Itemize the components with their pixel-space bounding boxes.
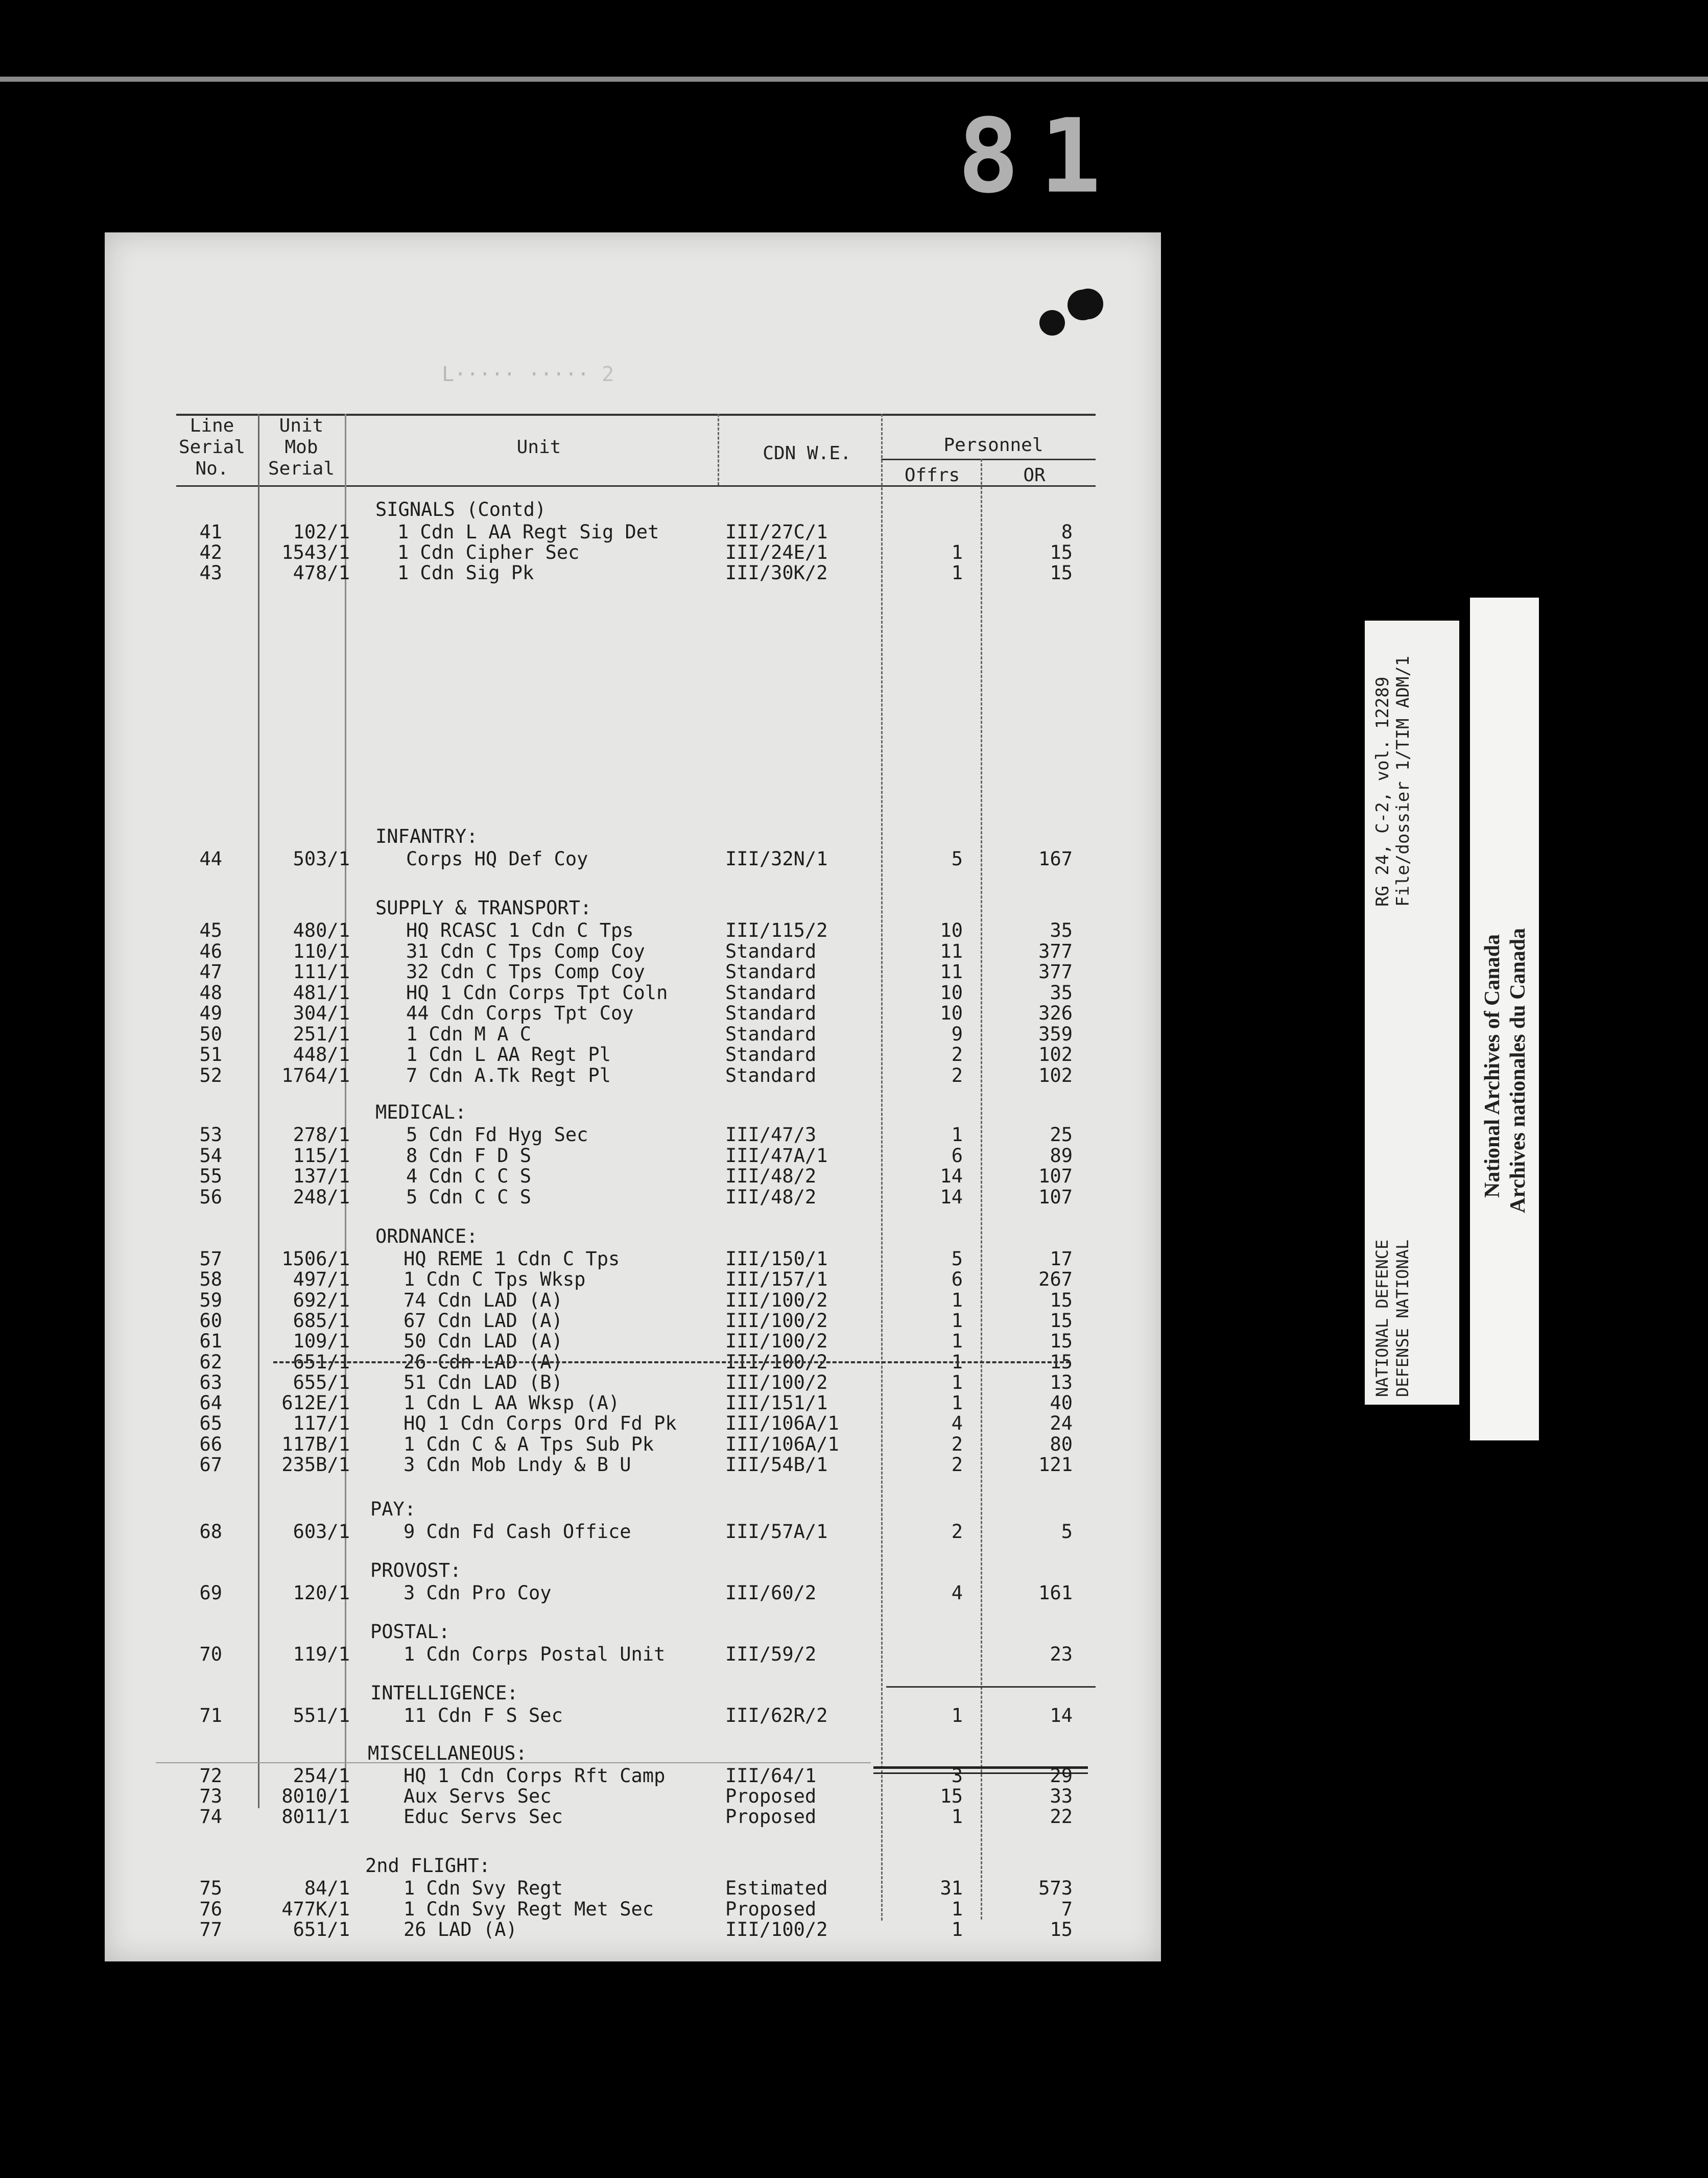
line-serial-cell: 52: [199, 1064, 222, 1086]
unit-cell: 32 Cdn C Tps Comp Coy: [406, 961, 645, 983]
unit-cell: 8 Cdn F D S: [406, 1144, 532, 1167]
line-serial-cell: 67: [199, 1454, 222, 1476]
we-cell: III/100/2: [725, 1330, 828, 1353]
mob-serial-cell: 278/1: [293, 1124, 350, 1146]
section-heading: SIGNALS (Contd): [375, 499, 547, 520]
offrs-cell: 1: [951, 1898, 963, 1920]
or-cell: 15: [1050, 1330, 1073, 1353]
or-cell: 22: [1050, 1806, 1073, 1828]
table-row: [105, 1454, 1161, 1474]
offrs-cell: 1: [951, 1806, 963, 1828]
table-row: [105, 562, 1161, 582]
punch-hole: [1068, 290, 1098, 320]
mob-serial-cell: 1543/1: [281, 541, 350, 563]
or-cell: 267: [1038, 1268, 1073, 1291]
mob-serial-cell: 117B/1: [281, 1433, 350, 1455]
total-rule: [886, 1686, 1096, 1688]
line-serial-cell: 47: [199, 961, 222, 983]
or-cell: 102: [1038, 1044, 1073, 1066]
offrs-cell: 11: [940, 940, 963, 962]
we-cell: Estimated: [725, 1877, 828, 1899]
offrs-cell: 1: [951, 1351, 963, 1373]
table-row: [105, 940, 1161, 961]
line-serial-cell: 77: [199, 1919, 222, 1940]
line-serial-cell: 71: [199, 1704, 222, 1726]
offrs-cell: 15: [940, 1785, 963, 1807]
we-cell: III/64/1: [725, 1765, 817, 1787]
archives-name-fr: Archives nationales du Canada: [1506, 928, 1530, 1213]
table-row: [105, 1704, 1161, 1725]
table-row: [105, 1289, 1161, 1310]
table-row: [105, 1433, 1161, 1454]
unit-cell: 1 Cdn C & A Tps Sub Pk: [404, 1433, 654, 1455]
or-cell: 15: [1050, 562, 1073, 584]
table-row: [105, 1330, 1161, 1351]
mob-serial-cell: 1764/1: [281, 1064, 350, 1086]
we-cell: III/57A/1: [725, 1521, 828, 1543]
line-serial-cell: 41: [199, 521, 222, 543]
or-cell: 13: [1050, 1371, 1073, 1393]
mob-serial-cell: 651/1: [293, 1351, 350, 1373]
table-row: [105, 1806, 1161, 1826]
offrs-cell: 1: [951, 1309, 963, 1332]
offrs-cell: 2: [951, 1521, 963, 1543]
table-row: [105, 919, 1161, 940]
we-cell: III/27C/1: [725, 521, 828, 543]
offrs-cell: 14: [940, 1165, 963, 1187]
mob-serial-cell: 235B/1: [281, 1454, 350, 1476]
offrs-cell: 4: [951, 1412, 963, 1435]
unit-cell: 1 Cdn Svy Regt Met Sec: [404, 1898, 654, 1920]
line-serial-cell: 74: [199, 1806, 222, 1828]
we-cell: Standard: [725, 981, 817, 1004]
section-heading: PROVOST:: [370, 1559, 462, 1581]
table-row: [105, 521, 1161, 541]
label-ref-line: File/dossier 1/TIM ADM/1: [1393, 655, 1413, 907]
or-cell: 573: [1038, 1877, 1073, 1899]
offrs-cell: 5: [951, 1248, 963, 1270]
line-serial-cell: 44: [199, 848, 222, 870]
we-cell: III/115/2: [725, 919, 828, 941]
offrs-cell: 1: [951, 1330, 963, 1353]
line-serial-cell: 73: [199, 1785, 222, 1807]
mob-serial-cell: 477K/1: [281, 1898, 350, 1920]
mob-serial-cell: 8011/1: [281, 1806, 350, 1828]
table-row: [105, 1582, 1161, 1602]
line-serial-cell: 50: [199, 1023, 222, 1045]
line-serial-cell: 57: [199, 1248, 222, 1270]
mob-serial-cell: 84/1: [304, 1877, 350, 1899]
we-cell: III/100/2: [725, 1919, 828, 1940]
unit-cell: 7 Cdn A.Tk Regt Pl: [406, 1064, 611, 1086]
line-serial-cell: 51: [199, 1044, 222, 1066]
mob-serial-cell: 117/1: [293, 1412, 350, 1435]
mob-serial-cell: 251/1: [293, 1023, 350, 1045]
table-row: [105, 1044, 1161, 1064]
section-heading: 2nd FLIGHT:: [365, 1855, 491, 1877]
header-offrs: Offrs: [904, 465, 960, 486]
unit-cell: 1 Cdn L AA Wksp (A): [404, 1392, 620, 1414]
mob-serial-cell: 692/1: [293, 1289, 350, 1311]
unit-cell: 1 Cdn L AA Regt Sig Det: [397, 521, 659, 543]
offrs-cell: 14: [940, 1186, 963, 1208]
we-cell: Standard: [725, 961, 817, 983]
line-serial-cell: 63: [199, 1371, 222, 1393]
table-row: [105, 1877, 1161, 1898]
or-cell: 89: [1050, 1144, 1073, 1167]
faint-page-header: L····· ····· 2: [442, 363, 614, 386]
unit-cell: HQ 1 Cdn Corps Rft Camp: [404, 1765, 666, 1787]
mob-serial-cell: 478/1: [293, 562, 350, 584]
or-cell: 326: [1038, 1002, 1073, 1024]
table-row: [105, 982, 1161, 1002]
offrs-cell: 10: [940, 1002, 963, 1024]
we-cell: III/54B/1: [725, 1454, 828, 1476]
mob-serial-cell: 497/1: [293, 1268, 350, 1291]
we-cell: III/106A/1: [725, 1433, 839, 1455]
offrs-cell: 9: [951, 1023, 963, 1045]
mob-serial-cell: 503/1: [293, 848, 350, 870]
we-cell: III/157/1: [725, 1268, 828, 1291]
unit-cell: HQ REME 1 Cdn C Tps: [404, 1248, 620, 1270]
or-cell: 8: [1061, 521, 1073, 543]
line-serial-cell: 45: [199, 919, 222, 941]
line-serial-cell: 56: [199, 1186, 222, 1208]
unit-cell: Corps HQ Def Coy: [406, 848, 588, 870]
unit-cell: Educ Servs Sec: [404, 1806, 563, 1828]
header-personnel: Personnel: [943, 435, 1043, 456]
document-sheet: [105, 232, 1161, 1961]
line-serial-cell: 70: [199, 1643, 222, 1665]
offrs-cell: 1: [951, 1124, 963, 1146]
unit-cell: 1 Cdn L AA Regt Pl: [406, 1044, 611, 1066]
we-cell: Standard: [725, 1044, 817, 1066]
offrs-cell: 6: [951, 1144, 963, 1167]
line-serial-cell: 75: [199, 1877, 222, 1899]
unit-cell: 1 Cdn C Tps Wksp: [404, 1268, 586, 1291]
personnel-rule: [881, 459, 1096, 460]
film-edge-line: [0, 77, 1708, 82]
offrs-cell: 11: [940, 961, 963, 983]
we-cell: III/30K/2: [725, 562, 828, 584]
offrs-cell: 1: [951, 1704, 963, 1726]
unit-cell: 1 Cdn Svy Regt: [404, 1877, 563, 1899]
table-row: [105, 1898, 1161, 1919]
table-row: [105, 961, 1161, 981]
table-row: [105, 1371, 1161, 1392]
we-cell: Standard: [725, 940, 817, 962]
mob-serial-cell: 254/1: [293, 1765, 350, 1787]
or-cell: 377: [1038, 940, 1073, 962]
mob-serial-cell: 651/1: [293, 1919, 350, 1940]
line-serial-cell: 61: [199, 1330, 222, 1353]
unit-cell: 3 Cdn Mob Lndy & B U: [404, 1454, 631, 1476]
table-row: [105, 1002, 1161, 1023]
or-cell: 15: [1050, 541, 1073, 563]
unit-cell: HQ 1 Cdn Corps Ord Fd Pk: [404, 1412, 677, 1435]
unit-cell: 1 Cdn M A C: [406, 1023, 532, 1045]
mob-serial-cell: 612E/1: [281, 1392, 350, 1414]
we-cell: III/62R/2: [725, 1704, 828, 1726]
unit-cell: 26 LAD (A): [404, 1919, 517, 1940]
or-cell: 7: [1061, 1898, 1073, 1920]
mob-serial-cell: 480/1: [293, 919, 350, 941]
frame-number: 81: [958, 97, 1122, 216]
unit-cell: 1 Cdn Cipher Sec: [397, 541, 580, 563]
offrs-cell: 3: [951, 1765, 963, 1787]
unit-cell: 74 Cdn LAD (A): [404, 1289, 563, 1311]
mob-serial-cell: 120/1: [293, 1582, 350, 1604]
mob-serial-cell: 1506/1: [281, 1248, 350, 1270]
or-cell: 25: [1050, 1124, 1073, 1146]
mob-serial-cell: 8010/1: [281, 1785, 350, 1807]
or-cell: 40: [1050, 1392, 1073, 1414]
header-line-serial: Line Serial No.: [178, 415, 246, 479]
table-row: [105, 1521, 1161, 1541]
offrs-cell: 4: [951, 1582, 963, 1604]
or-cell: 5: [1061, 1521, 1073, 1543]
line-serial-cell: 68: [199, 1521, 222, 1543]
or-cell: 121: [1038, 1454, 1073, 1476]
header-mob-serial: Unit Mob Serial: [268, 415, 335, 479]
national-archives-label: [1470, 598, 1539, 1440]
offrs-cell: 2: [951, 1454, 963, 1476]
table-row: [105, 1268, 1161, 1289]
we-cell: Proposed: [725, 1785, 817, 1807]
unit-cell: 5 Cdn C C S: [406, 1186, 532, 1208]
unit-cell: 9 Cdn Fd Cash Office: [404, 1521, 631, 1543]
line-serial-cell: 49: [199, 1002, 222, 1024]
we-cell: III/150/1: [725, 1248, 828, 1270]
we-cell: III/24E/1: [725, 541, 828, 563]
label-ref-line: NATIONAL DEFENCE: [1372, 1239, 1392, 1397]
we-cell: III/32N/1: [725, 848, 828, 870]
label-ref-line: RG 24, C-2, vol. 12289: [1372, 676, 1393, 907]
unit-cell: 31 Cdn C Tps Comp Coy: [406, 940, 645, 962]
line-serial-cell: 58: [199, 1268, 222, 1291]
or-cell: 24: [1050, 1412, 1073, 1435]
table-row: [105, 1765, 1161, 1785]
table-row: [105, 1412, 1161, 1433]
table-row: [105, 1919, 1161, 1939]
table-row: [105, 1248, 1161, 1268]
mob-serial-cell: 481/1: [293, 981, 350, 1004]
mob-serial-cell: 119/1: [293, 1643, 350, 1665]
punch-hole: [1039, 310, 1065, 336]
offrs-cell: 2: [951, 1433, 963, 1455]
offrs-cell: 10: [940, 981, 963, 1004]
or-cell: 102: [1038, 1064, 1073, 1086]
unit-cell: 1 Cdn Corps Postal Unit: [404, 1643, 666, 1665]
or-cell: 23: [1050, 1643, 1073, 1665]
table-row: [105, 1023, 1161, 1044]
mob-serial-cell: 603/1: [293, 1521, 350, 1543]
table-row: [105, 1124, 1161, 1144]
mob-serial-cell: 551/1: [293, 1704, 350, 1726]
line-serial-cell: 54: [199, 1144, 222, 1167]
line-serial-cell: 60: [199, 1309, 222, 1332]
line-serial-cell: 62: [199, 1351, 222, 1373]
section-heading: INFANTRY:: [375, 825, 478, 847]
offrs-cell: 5: [951, 848, 963, 870]
archives-name-en: National Archives of Canada: [1481, 934, 1504, 1198]
we-cell: III/100/2: [725, 1371, 828, 1393]
or-cell: 29: [1050, 1765, 1073, 1787]
we-cell: III/60/2: [725, 1582, 817, 1604]
section-heading: SUPPLY & TRANSPORT:: [375, 897, 592, 919]
offrs-cell: 1: [951, 541, 963, 563]
line-serial-cell: 48: [199, 981, 222, 1004]
header-we: CDN W.E.: [763, 443, 851, 464]
unit-cell: HQ RCASC 1 Cdn C Tps: [406, 919, 634, 941]
we-cell: III/47A/1: [725, 1144, 828, 1167]
offrs-cell: 1: [951, 1371, 963, 1393]
we-cell: III/151/1: [725, 1392, 828, 1414]
unit-cell: 4 Cdn C C S: [406, 1165, 532, 1187]
we-cell: III/100/2: [725, 1289, 828, 1311]
or-cell: 161: [1038, 1582, 1073, 1604]
or-cell: 15: [1050, 1289, 1073, 1311]
mob-serial-cell: 685/1: [293, 1309, 350, 1332]
offrs-cell: 1: [951, 1289, 963, 1311]
we-cell: Proposed: [725, 1898, 817, 1920]
table-row: [105, 541, 1161, 562]
label-ref-line: DEFENSE NATIONAL: [1393, 1239, 1412, 1397]
section-heading: MISCELLANEOUS:: [368, 1742, 527, 1764]
line-serial-cell: 76: [199, 1898, 222, 1920]
line-serial-cell: 65: [199, 1412, 222, 1435]
table-row: [105, 1064, 1161, 1085]
unit-cell: 67 Cdn LAD (A): [404, 1309, 563, 1332]
or-cell: 80: [1050, 1433, 1073, 1455]
mob-serial-cell: 448/1: [293, 1044, 350, 1066]
we-cell: Standard: [725, 1002, 817, 1024]
or-cell: 17: [1050, 1248, 1073, 1270]
or-cell: 33: [1050, 1785, 1073, 1807]
we-cell: Proposed: [725, 1806, 817, 1828]
section-heading: ORDNANCE:: [375, 1225, 478, 1247]
table-row: [105, 1145, 1161, 1165]
line-serial-cell: 42: [199, 541, 222, 563]
offrs-cell: 1: [951, 562, 963, 584]
unit-cell: 11 Cdn F S Sec: [404, 1704, 563, 1726]
we-cell: Standard: [725, 1064, 817, 1086]
section-heading: POSTAL:: [370, 1621, 450, 1643]
or-cell: 14: [1050, 1704, 1073, 1726]
offrs-cell: 10: [940, 919, 963, 941]
mob-serial-cell: 102/1: [293, 521, 350, 543]
mob-serial-cell: 111/1: [293, 961, 350, 983]
table-row: [105, 848, 1161, 868]
mob-serial-cell: 655/1: [293, 1371, 350, 1393]
mob-serial-cell: 137/1: [293, 1165, 350, 1187]
unit-cell: 5 Cdn Fd Hyg Sec: [406, 1124, 588, 1146]
or-cell: 107: [1038, 1186, 1073, 1208]
we-cell: III/48/2: [725, 1186, 817, 1208]
mob-serial-cell: 110/1: [293, 940, 350, 962]
or-cell: 15: [1050, 1919, 1073, 1940]
unit-cell: 3 Cdn Pro Coy: [404, 1582, 552, 1604]
line-serial-cell: 69: [199, 1582, 222, 1604]
unit-cell: 50 Cdn LAD (A): [404, 1330, 563, 1353]
header-unit: Unit: [516, 437, 561, 458]
line-serial-cell: 72: [199, 1765, 222, 1787]
table-row: [105, 1785, 1161, 1806]
unit-cell: 44 Cdn Corps Tpt Coy: [406, 1002, 634, 1024]
offrs-cell: 1: [951, 1392, 963, 1414]
table-row: [105, 1392, 1161, 1412]
offrs-cell: 6: [951, 1268, 963, 1291]
section-heading: MEDICAL:: [375, 1101, 467, 1123]
or-cell: 35: [1050, 981, 1073, 1004]
table-row: [105, 1643, 1161, 1664]
we-cell: III/48/2: [725, 1165, 817, 1187]
table-row: [105, 1310, 1161, 1330]
unit-cell: 26 Cdn LAD (A): [404, 1351, 563, 1373]
we-cell: III/59/2: [725, 1643, 817, 1665]
section-heading: PAY:: [370, 1498, 416, 1520]
offrs-cell: 2: [951, 1044, 963, 1066]
line-serial-cell: 66: [199, 1433, 222, 1455]
offrs-cell: 1: [951, 1919, 963, 1940]
or-cell: 15: [1050, 1309, 1073, 1332]
line-serial-cell: 46: [199, 940, 222, 962]
or-cell: 15: [1050, 1351, 1073, 1373]
table-row: [105, 1165, 1161, 1186]
header-or: OR: [1023, 465, 1046, 486]
archive-reference-label: [1365, 621, 1459, 1405]
we-cell: III/47/3: [725, 1124, 817, 1146]
line-serial-cell: 43: [199, 562, 222, 584]
offrs-cell: 2: [951, 1064, 963, 1086]
line-serial-cell: 59: [199, 1289, 222, 1311]
or-cell: 377: [1038, 961, 1073, 983]
or-cell: 35: [1050, 919, 1073, 941]
mob-serial-cell: 109/1: [293, 1330, 350, 1353]
unit-cell: HQ 1 Cdn Corps Tpt Coln: [406, 981, 668, 1004]
strikethrough-line: [273, 1361, 1070, 1363]
we-cell: III/100/2: [725, 1309, 828, 1332]
section-heading: INTELLIGENCE:: [370, 1682, 518, 1704]
unit-cell: Aux Servs Sec: [404, 1785, 552, 1807]
mob-serial-cell: 115/1: [293, 1144, 350, 1167]
unit-cell: 51 Cdn LAD (B): [404, 1371, 563, 1393]
or-cell: 167: [1038, 848, 1073, 870]
we-cell: Standard: [725, 1023, 817, 1045]
line-serial-cell: 53: [199, 1124, 222, 1146]
table-row: [105, 1186, 1161, 1206]
unit-cell: 1 Cdn Sig Pk: [397, 562, 534, 584]
offrs-cell: 31: [940, 1877, 963, 1899]
mob-serial-cell: 248/1: [293, 1186, 350, 1208]
we-cell: III/106A/1: [725, 1412, 839, 1435]
line-serial-cell: 64: [199, 1392, 222, 1414]
or-cell: 107: [1038, 1165, 1073, 1187]
or-cell: 359: [1038, 1023, 1073, 1045]
mob-serial-cell: 304/1: [293, 1002, 350, 1024]
line-serial-cell: 55: [199, 1165, 222, 1187]
we-cell: III/100/2: [725, 1351, 828, 1373]
